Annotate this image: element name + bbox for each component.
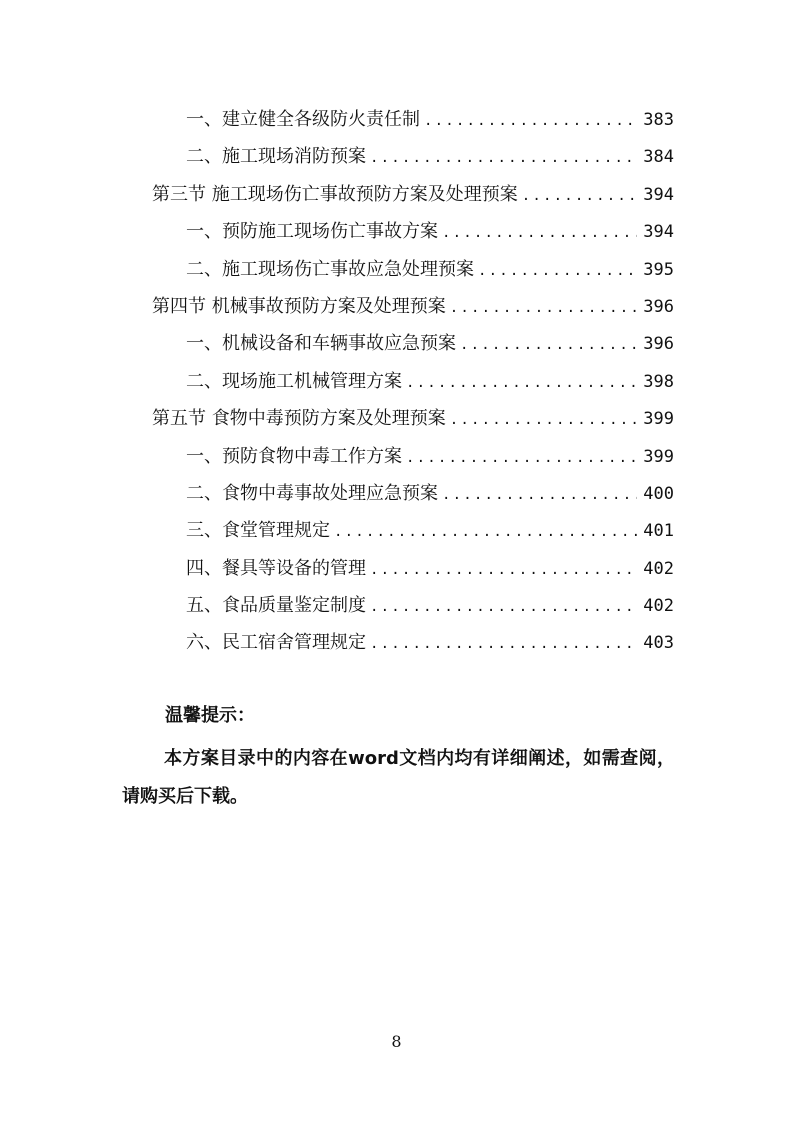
toc-entry[interactable] xyxy=(152,101,674,138)
toc-leader-dots xyxy=(370,552,637,589)
toc-entry-title: 第五节 食物中毒预防方案及处理预案 xyxy=(152,408,446,430)
toc-leader-dots xyxy=(424,103,637,140)
toc-entry-page: 396 xyxy=(643,334,674,355)
toc-section-entry[interactable] xyxy=(152,176,674,213)
toc-leader-dots xyxy=(334,514,637,551)
toc-entry-page: 402 xyxy=(643,596,674,617)
toc-entry-page: 401 xyxy=(643,521,674,542)
toc-entry-page: 402 xyxy=(643,558,674,579)
toc-entry[interactable] xyxy=(152,512,674,549)
toc-entry[interactable] xyxy=(152,624,674,661)
toc-entry-title: 一、预防施工现场伤亡事故方案 xyxy=(186,221,438,243)
toc-entry[interactable] xyxy=(152,550,674,587)
toc-entry[interactable] xyxy=(152,475,674,512)
toc-entry-title: 一、机械设备和车辆事故应急预案 xyxy=(186,333,456,355)
toc-leader-dots xyxy=(450,290,638,327)
toc-leader-dots xyxy=(478,253,637,290)
toc-entry-title: 一、预防食物中毒工作方案 xyxy=(186,445,402,467)
toc-entry-page: 400 xyxy=(643,483,674,504)
toc-entry-page: 394 xyxy=(643,222,674,243)
toc-entry[interactable] xyxy=(152,587,674,624)
toc-entry-title: 三、食堂管理规定 xyxy=(186,520,330,542)
toc-entry[interactable] xyxy=(152,213,674,250)
toc-leader-dots xyxy=(442,477,637,514)
toc-entry-title: 二、施工现场消防预案 xyxy=(186,146,366,168)
toc-entry[interactable] xyxy=(152,325,674,362)
toc-entry-title: 六、民工宿舍管理规定 xyxy=(186,632,366,654)
toc-leader-dots xyxy=(450,402,638,439)
toc-leader-dots xyxy=(370,626,637,663)
toc-entry-title: 第四节 机械事故预防方案及处理预案 xyxy=(152,295,446,317)
toc-entry-title: 五、食品质量鉴定制度 xyxy=(186,595,366,617)
toc-entry[interactable] xyxy=(152,138,674,175)
toc-leader-dots xyxy=(522,178,638,215)
notice-paragraph: 本方案目录中的内容在word文档内均有详细阐述，如需查阅，请购买后下载。 xyxy=(122,748,675,807)
toc-entry-title: 一、建立健全各级防火责任制 xyxy=(186,109,420,130)
toc-entry[interactable] xyxy=(152,363,674,400)
toc-leader-dots xyxy=(460,327,637,364)
toc-entry-title: 第三节 施工现场伤亡事故预防方案及处理预案 xyxy=(152,183,518,205)
toc-leader-dots xyxy=(370,140,637,177)
toc-leader-dots xyxy=(406,365,637,402)
notice-heading: 温馨提示： xyxy=(165,705,255,726)
toc-entry-page: 403 xyxy=(643,633,674,654)
toc-entry[interactable] xyxy=(152,251,674,288)
toc-entry-page: 398 xyxy=(643,371,674,392)
toc-entry-page: 396 xyxy=(643,296,674,317)
toc-entry-page: 395 xyxy=(643,259,674,280)
toc-entry-title: 四、餐具等设备的管理 xyxy=(186,557,366,579)
table-of-contents xyxy=(152,101,674,662)
toc-entry[interactable] xyxy=(152,438,674,475)
toc-entry-title: 二、施工现场伤亡事故应急处理预案 xyxy=(186,258,474,280)
toc-leader-dots xyxy=(370,589,637,626)
page-number: 8 xyxy=(391,1032,402,1051)
toc-entry-page: 383 xyxy=(643,110,674,130)
toc-section-entry[interactable] xyxy=(152,400,674,437)
toc-section-entry[interactable] xyxy=(152,288,674,325)
toc-leader-dots xyxy=(406,440,637,477)
toc-entry-title: 二、现场施工机械管理方案 xyxy=(186,370,402,392)
toc-entry-title: 二、食物中毒事故处理应急预案 xyxy=(186,482,438,504)
toc-leader-dots xyxy=(442,215,637,252)
toc-entry-page: 399 xyxy=(643,446,674,467)
toc-entry-page: 384 xyxy=(643,147,674,168)
toc-entry-page: 399 xyxy=(643,409,674,430)
toc-entry-page: 394 xyxy=(643,184,674,205)
